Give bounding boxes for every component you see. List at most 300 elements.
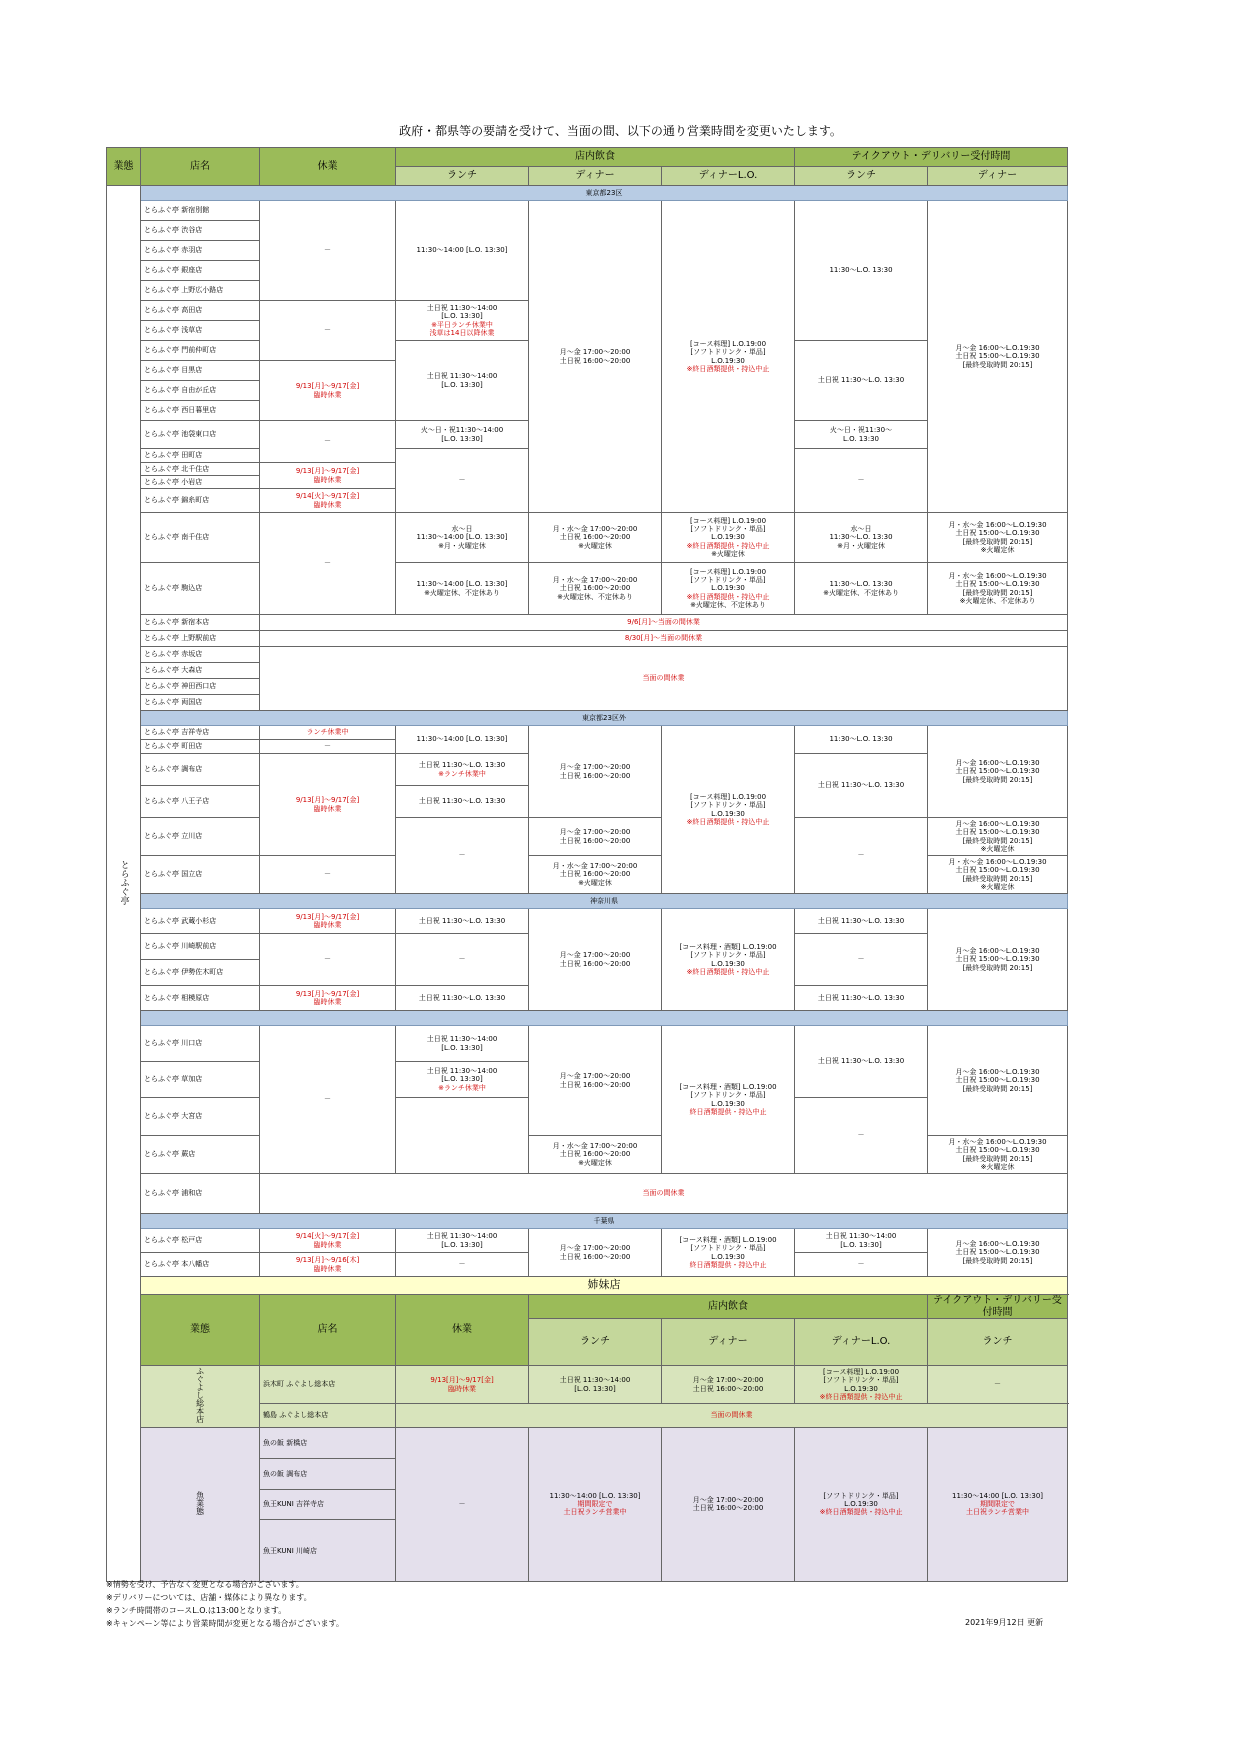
lunch-line: [L.O. 13:30]: [441, 1240, 483, 1249]
table-row: [107, 1026, 1068, 1062]
closure-cell: [260, 1253, 396, 1277]
lo-line: [ソフトドリンク・単品]: [690, 348, 766, 357]
lunch-line: 水～日: [451, 525, 473, 534]
store-name: とらふぐ亭 松戸店: [141, 1229, 260, 1253]
take-dinner-cell: [928, 1136, 1068, 1174]
lo-line: [ソフトドリンク・単品]: [823, 1492, 899, 1501]
store-name: とらふぐ亭 西日暮里店: [141, 401, 260, 421]
header-kyugyo: 休業: [396, 1295, 529, 1366]
td-line: ※火曜定休: [980, 882, 1015, 891]
lunch-line: [L.O. 13:30]: [441, 312, 483, 321]
lunch-cell: 11:30～14:00 [L.O. 13:30]: [396, 201, 529, 301]
dinner-lo-cell: [662, 1026, 795, 1174]
take-lunch-cell: [795, 1229, 928, 1253]
tl-line: [L.O. 13:30]: [840, 1240, 882, 1249]
sister-title-row: [107, 1277, 1068, 1295]
closure-line: 臨時休業: [313, 804, 342, 813]
lo-line: L.O.19:30: [711, 356, 745, 365]
lunch-cell: 土日祝 11:30～L.O. 13:30: [396, 909, 529, 934]
td-line: 月～金 16:00～L.O.19:30: [955, 344, 1040, 353]
closure-line: 9/13[月]～9/17[金]: [430, 1376, 494, 1385]
dinner-cell: [529, 201, 662, 513]
take-dinner-cell: [928, 201, 1068, 513]
lo-line: [コース料理] L.O.19:00: [689, 793, 767, 802]
td-line: 月・水～金 16:00～L.O.19:30: [948, 858, 1047, 867]
dinner-line: 月～金 17:00～20:00: [559, 348, 631, 357]
header-dinner-lo: ディナーL.O.: [795, 1319, 928, 1366]
closure-span: 当面の間休業: [260, 647, 1068, 711]
dinner-line: 月～金 17:00～20:00: [692, 1496, 764, 1505]
take-lunch-cell: －: [795, 449, 928, 513]
store-name: とらふぐ亭 相模原店: [141, 986, 260, 1011]
td-line: 月・水～金 16:00～L.O.19:30: [948, 521, 1047, 530]
dinner-line: ※火曜定休: [578, 878, 612, 887]
lo-line: ※火曜定休: [711, 549, 745, 558]
dinner-line: 土日祝 16:00～20:00: [559, 836, 631, 845]
take-lunch-cell: －: [795, 818, 928, 894]
td-line: 月・水～金 16:00～L.O.19:30: [948, 1138, 1047, 1147]
lunch-line: 土日祝 11:30～14:00: [426, 304, 498, 313]
lunch-line: 11:30～14:00 [L.O. 13:30]: [416, 580, 508, 589]
table-row: [107, 726, 1068, 740]
closure-line: 9/13[月]～9/16[木]: [295, 1256, 360, 1265]
lo-line: ※終日酒類提供・持込中止: [819, 1392, 903, 1401]
store-name: とらふぐ亭 武蔵小杉店: [141, 909, 260, 934]
closure-span: 8/30[月]～当面の間休業: [260, 631, 1068, 647]
store-name: とらふぐ亭 渋谷店: [141, 221, 260, 241]
take-lunch-cell: 土日祝 11:30～L.O. 13:30: [795, 909, 928, 934]
table-row: [107, 201, 1068, 221]
lunch-line: ※ランチ休業中: [438, 1083, 486, 1092]
tl-line: L.O. 13:30: [843, 434, 879, 443]
take-cell: －: [928, 1366, 1068, 1404]
take-lunch-cell: －: [795, 934, 928, 986]
region-chiba: 千葉県: [141, 1214, 1068, 1229]
dinner-cell: [529, 909, 662, 1011]
lunch-cell: [396, 1098, 529, 1174]
dinner-line: 土日祝 16:00～20:00: [559, 533, 631, 542]
header-gyotai: 業態: [141, 1295, 260, 1366]
td-line: ※火曜定休: [980, 1162, 1015, 1171]
gyotai-label: 魚業態: [195, 1491, 205, 1516]
dinner-line: 月・水～金 17:00～20:00: [552, 1142, 638, 1151]
lo-line: L.O.19:30: [711, 959, 745, 968]
closure-cell: －: [260, 201, 396, 301]
header-dinner: ディナー: [662, 1319, 795, 1366]
lunch-cell: 土日祝 11:30～L.O. 13:30: [396, 986, 529, 1011]
closure-cell: －: [260, 856, 396, 894]
lunch-line: ※平日ランチ休業中: [431, 320, 493, 329]
dinner-line: ※火曜定休、不定休あり: [557, 592, 633, 601]
lunch-line: 11:30～14:00 [L.O. 13:30]: [549, 1492, 641, 1501]
header-tenmei: 店名: [141, 148, 260, 186]
lunch-line: ※月・火曜定休: [438, 541, 486, 550]
lunch-cell: [529, 1428, 662, 1582]
closure-line: 9/14[火]～9/17[金]: [295, 492, 360, 501]
table-row: [107, 513, 1068, 563]
store-name: とらふぐ亭 南千住店: [141, 513, 260, 563]
closure-line: 臨時休業: [313, 921, 342, 929]
store-name: 鶴島 ふぐよし総本店: [260, 1404, 396, 1428]
lo-line: ※終日酒類提供・持込中止: [686, 592, 770, 601]
dinner-line: 土日祝 16:00～20:00: [559, 356, 631, 365]
store-name: とらふぐ亭 川口店: [141, 1026, 260, 1062]
dinner-line: 土日祝 16:00～20:00: [559, 1150, 631, 1159]
store-name: 浜木町 ふぐよし総本店: [260, 1366, 396, 1404]
header-lunch: ランチ: [396, 167, 529, 186]
store-name: とらふぐ亭 錦糸町店: [141, 489, 260, 513]
td-line: [最終受取時間 20:15]: [962, 874, 1033, 883]
store-name: 魚の飯 調布店: [260, 1458, 396, 1489]
region-tokyo23: 東京都23区: [141, 186, 1068, 201]
closure-cell: －: [260, 1026, 396, 1174]
store-name: とらふぐ亭 伊勢佐木町店: [141, 960, 260, 986]
take-dinner-cell: [928, 1229, 1068, 1277]
closure-line: 9/13[月]～9/17[金]: [295, 912, 360, 921]
lunch-cell: 土日祝 11:30～L.O. 13:30: [396, 786, 529, 818]
lo-line: [コース料理] L.O.19:00: [689, 517, 767, 526]
dinner-cell: [662, 1366, 795, 1404]
td-line: 月～金 16:00～L.O.19:30: [955, 820, 1040, 829]
store-name: 魚王KUNI 川崎店: [260, 1520, 396, 1582]
table-row: [107, 909, 1068, 934]
table-row: [107, 1174, 1068, 1214]
dinner-cell: [529, 856, 662, 894]
lunch-cell: 11:30～14:00 [L.O. 13:30]: [396, 726, 529, 754]
take-lunch-cell: 11:30～L.O. 13:30: [795, 726, 928, 754]
store-name: とらふぐ亭 田町店: [141, 449, 260, 463]
tl-line: ※火曜定休、不定休あり: [823, 588, 899, 597]
take-lunch-cell: 土日祝 11:30～L.O. 13:30: [795, 754, 928, 818]
dinner-lo-cell: [662, 563, 795, 615]
region-kanagawa: 神奈川県: [141, 894, 1068, 909]
store-name: とらふぐ亭 新宿別館: [141, 201, 260, 221]
region-row: [107, 186, 1068, 201]
store-name: とらふぐ亭 赤坂店: [141, 647, 260, 663]
store-name: とらふぐ亭 浅草店: [141, 321, 260, 341]
closure-line: 9/13[月]～9/17[金]: [295, 989, 360, 998]
td-line: 土日祝 15:00～L.O.19:30: [955, 352, 1040, 361]
lunch-cell: [396, 421, 529, 449]
header-lunch: ランチ: [529, 1319, 662, 1366]
closure-line: 臨時休業: [313, 998, 342, 1006]
closure-line: 臨時休業: [313, 500, 342, 509]
store-name: とらふぐ亭 自由が丘店: [141, 381, 260, 401]
td-line: 土日祝 15:00～L.O.19:30: [955, 828, 1040, 837]
header-tennai: 店内飲食: [529, 1295, 928, 1319]
dinner-line: 月～金 17:00～20:00: [559, 1072, 631, 1081]
closure-cell: [260, 909, 396, 934]
lo-line: L.O.19:30: [844, 1384, 878, 1393]
tl-line: 11:30～L.O. 13:30: [829, 533, 893, 542]
lo-line: [コース料理] L.O.19:00: [689, 340, 767, 349]
closure-cell: [260, 1229, 396, 1253]
note-line: ※デリバリーについては、店舗・媒体により異なります。: [106, 1593, 312, 1602]
td-line: ※火曜定休: [980, 545, 1015, 554]
lo-line: [ソフトドリンク・単品]: [690, 801, 766, 810]
dinner-line: 土日祝 16:00～20:00: [692, 1504, 764, 1513]
lo-line: ※終日酒類提供・持込中止: [686, 541, 770, 550]
dinner-line: 月・水～金 17:00～20:00: [552, 525, 638, 534]
lunch-line: ※ランチ休業中: [438, 769, 486, 778]
dinner-line: 土日祝 16:00～20:00: [559, 584, 631, 593]
dinner-lo-cell: [662, 513, 795, 563]
store-name: とらふぐ亭 神田西口店: [141, 679, 260, 695]
store-name: とらふぐ亭 駒込店: [141, 563, 260, 615]
store-name: とらふぐ亭 国立店: [141, 856, 260, 894]
table-row: [107, 1428, 1068, 1459]
tl-line: 火～日・祝11:30～: [829, 426, 893, 435]
lunch-cell: [396, 513, 529, 563]
closure-cell: －: [396, 1428, 529, 1582]
table-row: [107, 818, 1068, 856]
dinner-lo-cell: [662, 1229, 795, 1277]
store-name: とらふぐ亭 調布店: [141, 754, 260, 786]
lo-line: [ソフトドリンク・単品]: [690, 1091, 766, 1100]
table-row: [107, 1229, 1068, 1253]
td-line: 土日祝 15:00～L.O.19:30: [955, 866, 1040, 875]
tl-line: 11:30～14:00 [L.O. 13:30]: [952, 1492, 1044, 1501]
store-name: とらふぐ亭 立川店: [141, 818, 260, 856]
td-line: 土日祝 15:00～L.O.19:30: [955, 955, 1040, 964]
lunch-line: [L.O. 13:30]: [441, 434, 483, 443]
region-row: [107, 894, 1068, 909]
lunch-line: 期間限定で: [577, 1500, 613, 1509]
store-name: とらふぐ亭 浦和店: [141, 1174, 260, 1214]
header-dinner-lo: ディナーL.O.: [662, 167, 795, 186]
td-line: [最終受取時間 20:15]: [962, 775, 1033, 784]
take-dinner-cell: [928, 726, 1068, 818]
table-row: [107, 1366, 1068, 1404]
store-name: とらふぐ亭 高田店: [141, 301, 260, 321]
td-line: [最終受取時間 20:15]: [962, 588, 1033, 597]
closure-cell: [260, 986, 396, 1011]
dinner-line: 土日祝 16:00～20:00: [559, 1252, 631, 1261]
lunch-line: 浅草は14日以降休業: [429, 328, 495, 337]
lunch-line: [L.O. 13:30]: [441, 380, 483, 389]
td-line: [最終受取時間 20:15]: [962, 963, 1033, 972]
dinner-line: 月・水～金 17:00～20:00: [552, 862, 638, 871]
lo-line: ※終日酒類提供・持込中止: [686, 817, 770, 826]
lunch-line: 土日祝 11:30～14:00: [426, 1035, 498, 1044]
closure-span: 9/6[月]～当面の間休業: [260, 615, 1068, 631]
lunch-cell: －: [396, 1253, 529, 1277]
dinner-cell: [662, 1428, 795, 1582]
dinner-line: ※火曜定休: [578, 541, 612, 550]
sister-header-row-1: [107, 1295, 1068, 1319]
store-name: とらふぐ亭 川崎駅前店: [141, 934, 260, 960]
tl-line: 土日祝 11:30～14:00: [825, 1232, 897, 1241]
store-name: とらふぐ亭 上野駅前店: [141, 631, 260, 647]
take-dinner-cell: [928, 513, 1068, 563]
lunch-line: 火～日・祝11:30～14:00: [420, 426, 504, 435]
store-name: とらふぐ亭 本八幡店: [141, 1253, 260, 1277]
lo-line: [ソフトドリンク・単品]: [690, 576, 766, 585]
table-row: [107, 615, 1068, 631]
lunch-cell: [396, 754, 529, 786]
td-line: 月～金 16:00～L.O.19:30: [955, 759, 1040, 768]
td-line: [最終受取時間 20:15]: [962, 1256, 1033, 1265]
lunch-line: [L.O. 13:30]: [574, 1384, 616, 1393]
td-line: 月～金 16:00～L.O.19:30: [955, 1068, 1040, 1077]
take-dinner-cell: [928, 563, 1068, 615]
lunch-cell: [396, 1062, 529, 1098]
lunch-line: 土日祝 11:30～14:00: [426, 1067, 498, 1076]
gyotai-cell: [141, 1366, 260, 1428]
lo-line: [コース料理・酒類] L.O.19:00: [679, 943, 777, 952]
take-dinner-cell: [928, 818, 1068, 856]
closure-cell: [260, 489, 396, 513]
note-line: ※キャンペーン等により営業時間が変更となる場合がございます。: [106, 1619, 344, 1628]
dinner-line: ※火曜定休: [578, 1158, 612, 1167]
region-row: [107, 1011, 1068, 1026]
gyotai-label: ふぐよし総本店: [195, 1367, 205, 1424]
tl-line: ※月・火曜定休: [837, 541, 885, 550]
note-line: ※ランチ時間帯のコースL.O.は13:00となります。: [106, 1606, 287, 1615]
dinner-line: 土日祝 16:00～20:00: [559, 771, 631, 780]
closure-cell: －: [260, 740, 396, 754]
lunch-line: 土日祝ランチ営業中: [563, 1508, 627, 1517]
lunch-cell: [396, 1026, 529, 1062]
header-take-lunch: ランチ: [795, 167, 928, 186]
header-tennai: 店内飲食: [396, 148, 795, 167]
dinner-cell: [529, 1136, 662, 1174]
region-tokyo-out: 東京都23区外: [141, 711, 1068, 726]
dinner-line: 月～金 17:00～20:00: [559, 1244, 631, 1253]
lunch-cell: －: [396, 449, 529, 513]
lunch-line: ※火曜定休、不定休あり: [424, 588, 500, 597]
lo-line: [ソフトドリンク・単品]: [690, 525, 766, 534]
dinner-line: 土日祝 16:00～20:00: [692, 1384, 764, 1393]
header-take-lunch: ランチ: [928, 1319, 1068, 1366]
dinner-line: 土日祝 16:00～20:00: [559, 870, 631, 879]
store-name: 魚王KUNI 吉祥寺店: [260, 1489, 396, 1520]
lo-line: [コース料理・酒類] L.O.19:00: [679, 1236, 777, 1245]
store-name: とらふぐ亭 北千住店: [141, 463, 260, 476]
header-kyugyo: 休業: [260, 148, 396, 186]
td-line: [最終受取時間 20:15]: [962, 1154, 1033, 1163]
closure-cell: ランチ休業中: [260, 726, 396, 740]
store-name: 魚の飯 新橋店: [260, 1428, 396, 1459]
store-name: とらふぐ亭 蕨店: [141, 1136, 260, 1174]
take-dinner-cell: [928, 1026, 1068, 1136]
store-name: とらふぐ亭 新宿本店: [141, 615, 260, 631]
take-lunch-cell: [795, 563, 928, 615]
take-lunch-cell: －: [795, 1098, 928, 1174]
td-line: 土日祝 15:00～L.O.19:30: [955, 1248, 1040, 1257]
lunch-cell: [396, 563, 529, 615]
closure-cell: －: [260, 301, 396, 361]
region-blank: [141, 1011, 1068, 1026]
store-name: とらふぐ亭 銀座店: [141, 261, 260, 281]
td-line: 土日祝 15:00～L.O.19:30: [955, 767, 1040, 776]
lo-line: ※終日酒類提供・持込中止: [819, 1508, 903, 1517]
closure-cell: －: [260, 421, 396, 463]
store-name: とらふぐ亭 八王子店: [141, 786, 260, 818]
take-lunch-cell: [795, 421, 928, 449]
td-line: ※火曜定休、不定休あり: [959, 596, 1036, 605]
dinner-cell: [529, 1026, 662, 1136]
closure-line: 臨時休業: [313, 1264, 342, 1273]
notes: [106, 1578, 344, 1630]
store-name: とらふぐ亭 小岩店: [141, 476, 260, 489]
lunch-cell: －: [396, 818, 529, 894]
region-row: [107, 1214, 1068, 1229]
lo-line: 終日酒類提供・持込中止: [689, 1107, 767, 1116]
header-dinner: ディナー: [529, 167, 662, 186]
brand-cell: [107, 186, 141, 1582]
lo-line: 終日酒類提供・持込中止: [689, 1260, 767, 1269]
header-takeout: テイクアウト・デリバリー受付時間: [928, 1295, 1068, 1319]
dinner-lo-cell: [662, 726, 795, 894]
dinner-cell: [529, 818, 662, 856]
td-line: ※火曜定休: [980, 844, 1015, 853]
dinner-cell: [529, 726, 662, 818]
td-line: [最終受取時間 20:15]: [962, 537, 1033, 546]
header-takeout: テイクアウト・デリバリー受付時間: [795, 148, 1068, 167]
region-row: [107, 711, 1068, 726]
lunch-cell: [396, 1229, 529, 1253]
td-line: 月～金 16:00～L.O.19:30: [955, 1240, 1040, 1249]
td-line: 土日祝 15:00～L.O.19:30: [955, 1146, 1040, 1155]
lo-line: [ソフトドリンク・単品]: [690, 951, 766, 960]
lunch-line: 土日祝 11:30～14:00: [559, 1376, 631, 1385]
closure-line: 9/13[月]～9/17[金]: [295, 796, 360, 805]
schedule-table: [106, 147, 1068, 1582]
dinner-line: 土日祝 16:00～20:00: [559, 1080, 631, 1089]
td-line: 土日祝 15:00～L.O.19:30: [955, 580, 1040, 589]
td-line: [最終受取時間 20:15]: [962, 836, 1033, 845]
dinner-cell: [529, 1229, 662, 1277]
store-name: とらふぐ亭 大宮店: [141, 1098, 260, 1136]
lo-line: ※終日酒類提供・持込中止: [686, 364, 770, 373]
take-dinner-cell: [928, 856, 1068, 894]
closure-line: 臨時休業: [313, 1240, 342, 1249]
dinner-lo-cell: [662, 909, 795, 1011]
closure-cell: －: [260, 513, 396, 615]
dinner-cell: [529, 563, 662, 615]
closure-line: 臨時休業: [448, 1384, 476, 1393]
lo-line: [ソフトドリンク・単品]: [690, 1244, 766, 1253]
header-take-dinner: ディナー: [928, 167, 1068, 186]
lunch-line: [L.O. 13:30]: [441, 1075, 483, 1084]
closure-cell: －: [260, 934, 396, 986]
lo-line: L.O.19:30: [711, 533, 745, 542]
sister-label: 姉妹店: [141, 1277, 1068, 1295]
lo-line: L.O.19:30: [711, 1252, 745, 1261]
lunch-line: 土日祝 11:30～14:00: [426, 372, 498, 381]
td-line: 月～金 16:00～L.O.19:30: [955, 947, 1040, 956]
take-lunch-cell: [795, 513, 928, 563]
closure-line: 9/13[月]～9/17[金]: [295, 467, 360, 476]
store-name: とらふぐ亭 目黒店: [141, 361, 260, 381]
lo-line: L.O.19:30: [711, 584, 745, 593]
take-lunch-cell: 11:30～L.O. 13:30: [795, 201, 928, 341]
dinner-lo-cell: [795, 1428, 928, 1582]
td-line: 土日祝 15:00～L.O.19:30: [955, 1076, 1040, 1085]
take-lunch-cell: －: [795, 1253, 928, 1277]
tl-line: 11:30～L.O. 13:30: [829, 580, 893, 589]
td-line: 土日祝 15:00～L.O.19:30: [955, 529, 1040, 538]
take-lunch-cell: [928, 1428, 1068, 1582]
store-name: とらふぐ亭 大森店: [141, 663, 260, 679]
brand-label: とらふぐ亭: [118, 859, 129, 905]
dinner-line: 土日祝 16:00～20:00: [559, 959, 631, 968]
closure-span: 当面の間休業: [260, 1174, 1068, 1214]
dinner-lo-cell: [795, 1366, 928, 1404]
store-name: とらふぐ亭 両国店: [141, 695, 260, 711]
lo-line: [ソフトドリンク・単品]: [823, 1376, 899, 1385]
